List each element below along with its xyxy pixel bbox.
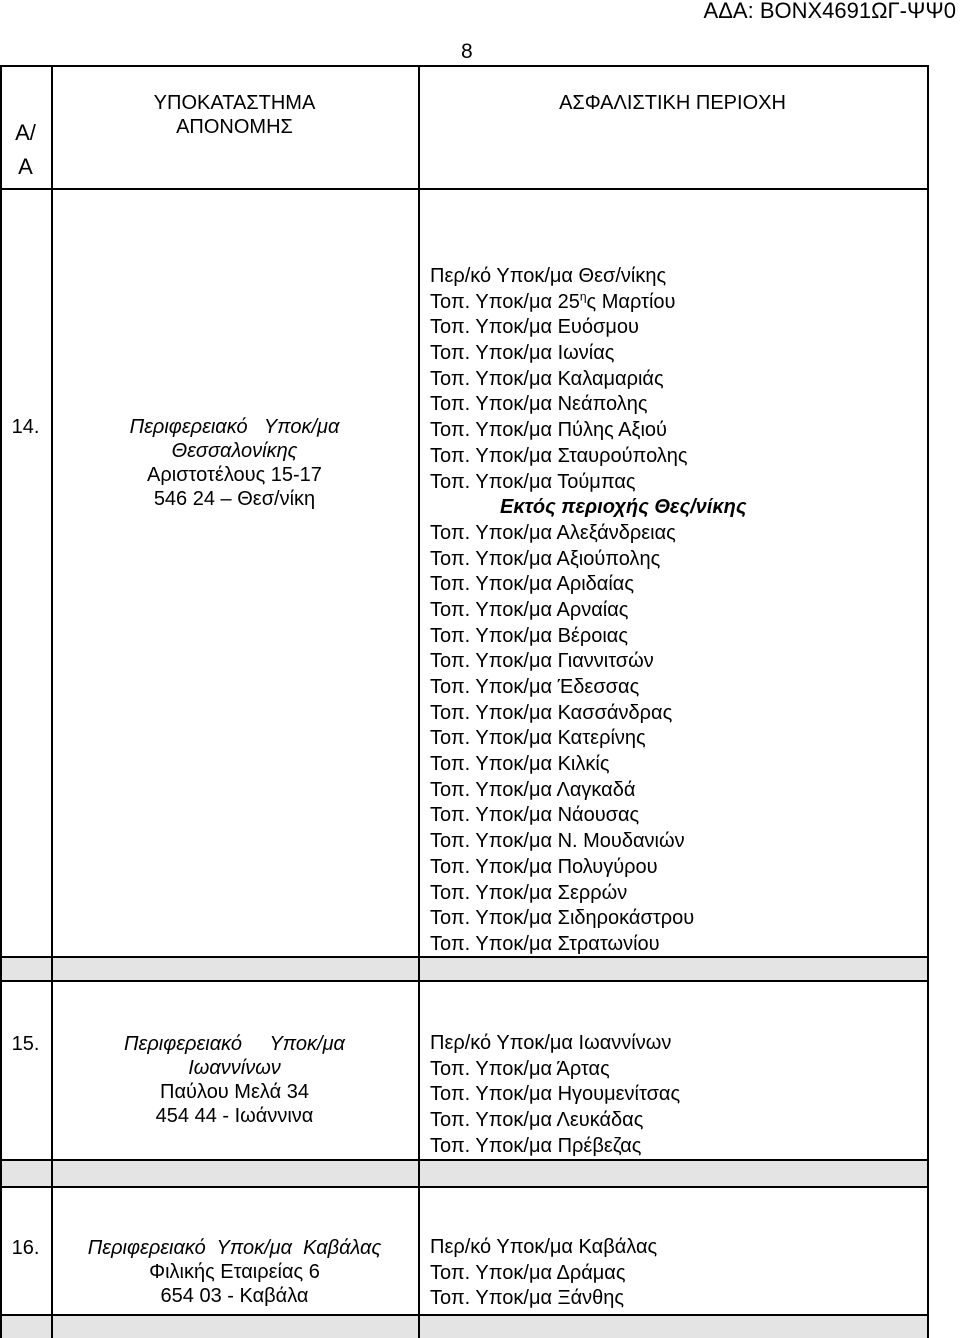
area-item: Τοπ. Υποκ/μα Ξάνθης (430, 1287, 625, 1310)
ada-code: ΑΔΑ: ΒΟΝΧ4691ΩΓ-ΨΨ0 (703, 0, 956, 23)
separator-row-1 (1, 957, 927, 981)
area-item: Τοπ. Υποκ/μα Έδεσσας (430, 676, 640, 698)
area-item: Τοπ. Υποκ/μα Βέροιας (430, 624, 628, 647)
column-rule (51, 65, 53, 1338)
area-item: Τοπ. Υποκ/μα Ιωνίας (430, 342, 615, 365)
area-item-tail: ς Μαρτίου (586, 290, 676, 313)
table-rule (0, 1186, 928, 1188)
table-rule (0, 1314, 928, 1316)
area-item: Τοπ. Υποκ/μα Λαγκαδά (430, 778, 636, 801)
entry-number: 16. (11, 1237, 40, 1259)
table-rule (0, 980, 928, 982)
area-item: Τοπ. Υποκ/μα Νάουσας (430, 804, 640, 827)
table-rule (0, 188, 928, 190)
branch-title: Ιωαννίνων (188, 1057, 281, 1079)
branch-title: Θεσσαλονίκης (171, 440, 298, 462)
area-item: Περ/κό Υποκ/μα Ιωαννίνων (430, 1032, 672, 1054)
branch-address: Φιλικής Εταιρείας 6 (149, 1261, 320, 1283)
branch-address: Παύλου Μελά 34 (160, 1081, 309, 1103)
header-number-column (0, 116, 51, 184)
area-item: Τοπ. Υποκ/μα Στρατωνίου (430, 932, 660, 955)
area-item-text: Τοπ. Υποκ/μα 25 (430, 290, 580, 313)
area-item: Περ/κό Υποκ/μα Θεσ/νίκης (430, 265, 667, 287)
area-item: Τοπ. Υποκ/μα Σιδηροκάστρου (430, 907, 695, 930)
area-item: Τοπ. Υποκ/μα Πύλης Αξιού (430, 419, 667, 442)
area-item: Τοπ. Υποκ/μα Νεάπολης (430, 393, 648, 416)
branch-postcode: 546 24 – Θεσ/νίκη (153, 488, 316, 510)
area-item: Τοπ. Υποκ/μα Πολυγύρου (430, 855, 658, 878)
column-rule (0, 65, 2, 1338)
branch-postcode: 654 03 - Καβάλα (160, 1285, 309, 1307)
insurance-area-list (430, 1031, 920, 1159)
area-item: Τοπ. Υποκ/μα Λευκάδας (430, 1109, 644, 1132)
separator-row-3 (1, 1315, 927, 1338)
branch-cell (53, 1032, 416, 1128)
area-item: Περ/κό Υποκ/μα Καβάλας (430, 1236, 658, 1258)
entry-number: 14. (11, 416, 40, 438)
header-col2-line1: ΥΠΟΚΑΤΑΣΤΗΜΑ (153, 92, 316, 114)
area-item: Τοπ. Υποκ/μα Πρέβεζας (430, 1134, 642, 1157)
area-item: Τοπ. Υποκ/μα Αριδαίας (430, 573, 634, 596)
area-item: Τοπ. Υποκ/μα Σερρών (430, 881, 628, 904)
area-item: Τοπ. Υποκ/μα Γιαννιτσών (430, 650, 654, 673)
area-subheading: Εκτός περιοχής Θες/νίκης (500, 496, 747, 519)
header-col2-line2: ΑΠΟΝΟΜΗΣ (176, 116, 293, 138)
area-item: Τοπ. Υποκ/μα Καλαμαριάς (430, 367, 664, 390)
area-item: Τοπ. Υποκ/μα Κασσάνδρας (430, 701, 673, 724)
separator-row-2 (1, 1160, 927, 1186)
area-item: Τοπ. Υποκ/μα Ν. Μουδανιών (430, 830, 685, 853)
header-area-column: ΑΣΦΑΛΙΣΤΙΚΗ ΠΕΡΙΟΧΗ (559, 92, 786, 114)
branch-postcode: 454 44 - Ιωάννινα (155, 1105, 314, 1127)
header-col1-line2: Α (18, 154, 33, 179)
column-rule (418, 65, 420, 1338)
area-item (430, 290, 920, 316)
table-rule (0, 65, 928, 67)
branch-title: Περιφερειακό Υποκ/μα (129, 416, 340, 438)
area-item: Τοπ. Υποκ/μα Δράμας (430, 1261, 626, 1284)
area-item: Τοπ. Υποκ/μα Κιλκίς (430, 753, 610, 776)
branch-address: Αριστοτέλους 15-17 (147, 464, 322, 486)
area-item: Τοπ. Υποκ/μα Τούμπας (430, 470, 636, 493)
branch-cell (53, 415, 416, 511)
column-rule (927, 65, 929, 1338)
area-item: Τοπ. Υποκ/μα Ηγουμενίτσας (430, 1083, 681, 1106)
branch-title: Περιφερειακό Υποκ/μα (124, 1033, 345, 1055)
area-item: Τοπ. Υποκ/μα Αρναίας (430, 598, 629, 621)
branch-title: Περιφερειακό Υποκ/μα Καβάλας (87, 1237, 382, 1259)
area-item: Τοπ. Υποκ/μα Αλεξάνδρειας (430, 521, 676, 544)
insurance-area-list (430, 264, 920, 958)
page-number: 8 (461, 40, 473, 63)
area-item: Τοπ. Υποκ/μα Σταυρούπολης (430, 444, 688, 467)
branch-cell (53, 1236, 416, 1308)
area-item: Τοπ. Υποκ/μα Κατερίνης (430, 727, 646, 750)
area-item: Τοπ. Υποκ/μα Αξιούπολης (430, 547, 661, 570)
header-col1-line1: Α/ (15, 120, 36, 145)
header-branch-column (51, 91, 418, 139)
area-item: Τοπ. Υποκ/μα Ευόσμου (430, 316, 639, 339)
insurance-area-list (430, 1235, 920, 1312)
entry-number: 15. (11, 1033, 40, 1055)
area-item-sup: η (579, 289, 587, 304)
area-item: Τοπ. Υποκ/μα Άρτας (430, 1057, 610, 1080)
